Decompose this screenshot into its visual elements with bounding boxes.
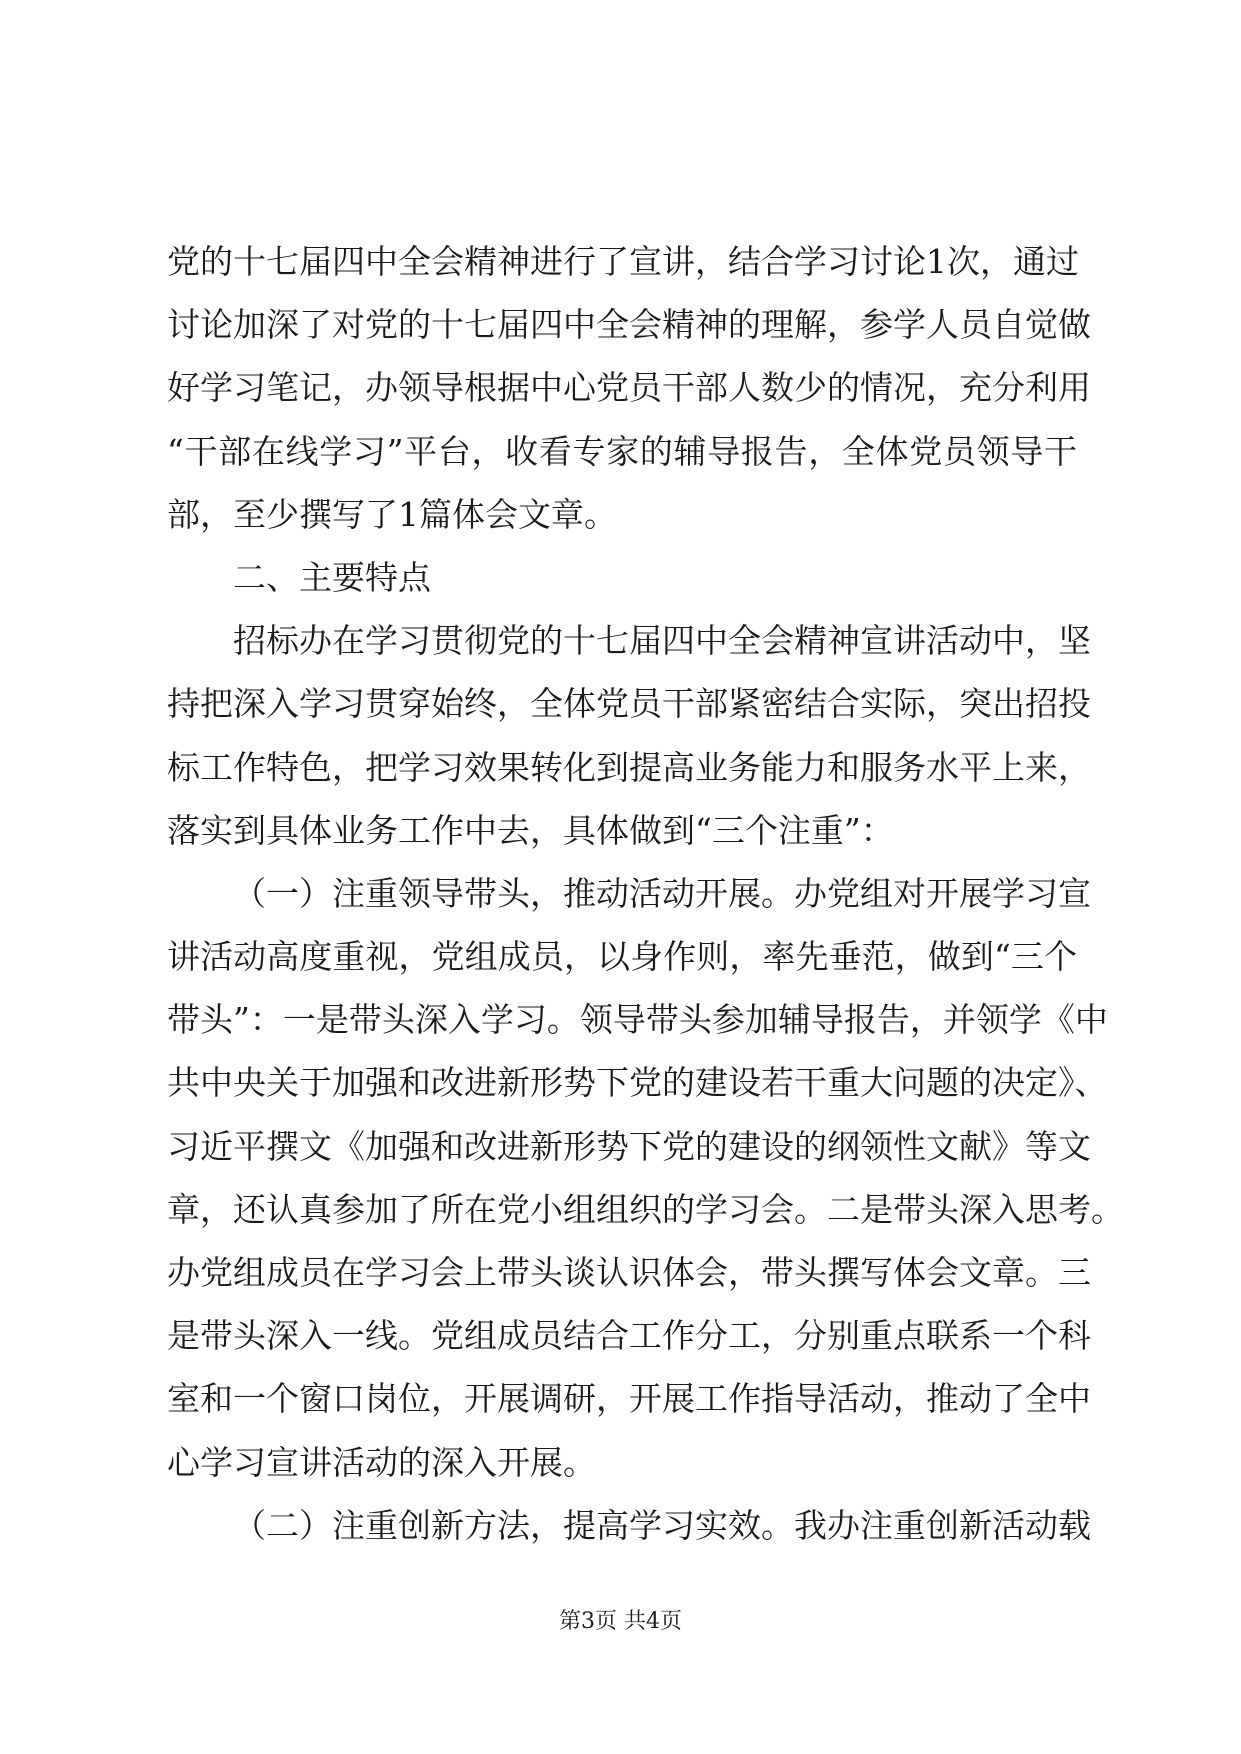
text-line: 招标办在学习贯彻党的十七届四中全会精神宣讲活动中，坚 — [233, 621, 1091, 661]
page-footer: 第3页 共4页 — [559, 1609, 682, 1634]
text-line: 落实到具体业务工作中去，具体做到“三个注重”： — [167, 810, 894, 850]
text-line: （一）注重领导带头，推动活动开展。办党组对开展学习宣 — [233, 873, 1091, 913]
text-line: 二、主要特点 — [233, 557, 431, 597]
text-line: 是带头深入一线。党组成员结合工作分工，分别重点联系一个科 — [167, 1316, 1091, 1356]
text-line: 带头”：一是带头深入学习。领导带头参加辅导报告，并领学《中 — [167, 1000, 1108, 1040]
text-line: 部，至少撰写了1篇体会文章。 — [167, 494, 617, 534]
text-line: 办党组成员在学习会上带头谈认识体会，带头撰写体会文章。三 — [167, 1253, 1091, 1292]
text-line: 共中央关于加强和改进新形势下党的建设若干重大问题的决定》、 — [167, 1063, 1108, 1103]
text-line: 标工作特色，把学习效果转化到提高业务能力和服务水平上来， — [167, 747, 1091, 787]
text-line: 习近平撰文《加强和改进新形势下党的建设的纲领性文献》等文 — [167, 1126, 1091, 1166]
text-line: 党的十七届四中全会精神进行了宣讲，结合学习讨论1次，通过 — [167, 242, 1079, 281]
text-line: 心学习宣讲活动的深入开展。 — [167, 1442, 596, 1482]
text-line: 好学习笔记，办领导根据中心党员干部人数少的情况，充分利用 — [167, 368, 1091, 408]
text-line: 持把深入学习贯穿始终，全体党员干部紧密结合实际，突出招投 — [167, 684, 1091, 724]
text-line: 讨论加深了对党的十七届四中全会精神的理解，参学人员自觉做 — [167, 305, 1091, 345]
document-body — [167, 230, 1124, 1557]
text-line: 室和一个窗口岗位，开展调研，开展工作指导活动，推动了全中 — [167, 1379, 1091, 1419]
text-line: “干部在线学习”平台，收看专家的辅导报告，全体党员领导干 — [167, 431, 1077, 471]
text-line: 讲活动高度重视，党组成员，以身作则，率先垂范，做到“三个 — [167, 937, 1077, 977]
text-line: （二）注重创新方法，提高学习实效。我办注重创新活动载 — [233, 1505, 1091, 1545]
text-line: 章，还认真参加了所在党小组组织的学习会。二是带头深入思考。 — [167, 1189, 1124, 1229]
